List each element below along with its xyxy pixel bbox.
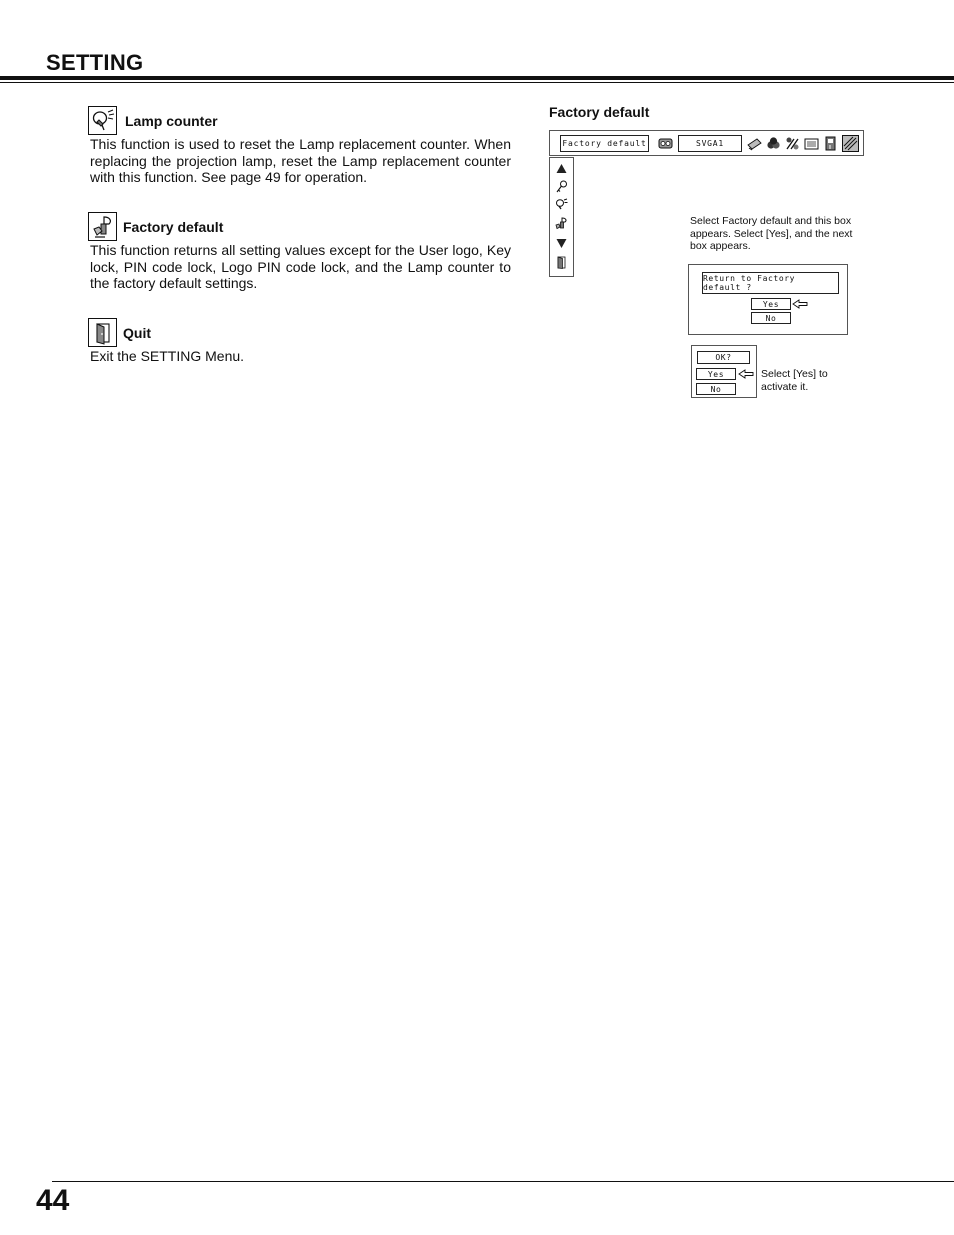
menu-label-factory-default[interactable]: Factory default (560, 135, 649, 152)
quit-title: Quit (123, 324, 151, 341)
lamp-icon (88, 106, 117, 135)
sidebar-quit-icon[interactable] (555, 256, 568, 269)
dialog-question-return: Return to Factory default ? (702, 272, 839, 294)
quit-text: Exit the SETTING Menu. (90, 348, 245, 364)
sidebar-factory-default-icon[interactable] (555, 217, 568, 230)
figure-heading: Factory default (549, 104, 650, 120)
quit-heading (88, 318, 151, 347)
dialog-question-ok: OK? (697, 351, 750, 364)
ok-dialog-no-button[interactable]: No (696, 383, 736, 395)
image-select-icon[interactable] (747, 136, 762, 151)
page-title: SETTING (46, 50, 144, 75)
image-icon[interactable] (785, 136, 800, 151)
lamp-counter-text: This function is used to reset the Lamp replacement counter. When replacing the projection lamp, reset the Lamp replacement counter with this function. See page 49 for operation. (90, 136, 511, 185)
pc-adjust-icon[interactable] (658, 136, 673, 151)
pointer-arrow-icon (738, 369, 754, 379)
ok-dialog-yes-button[interactable]: Yes (696, 368, 736, 380)
lamp-counter-title: Lamp counter (125, 112, 218, 129)
footer-rule (52, 1181, 954, 1182)
menu-mode-svga[interactable]: SVGA1 (678, 135, 742, 152)
key-icon[interactable] (555, 180, 568, 193)
factory-default-title: Factory default (123, 218, 224, 235)
up-arrow-icon[interactable] (555, 162, 568, 175)
confirm-dialog-ok (691, 345, 757, 398)
note-select-yes: Select [Yes] to activate it. (761, 368, 828, 393)
dialog-yes-button[interactable]: Yes (751, 298, 791, 310)
factory-default-icon (88, 212, 117, 241)
factory-default-heading (88, 212, 223, 241)
menu-sidebar (549, 157, 574, 277)
setting-icon[interactable] (842, 135, 859, 152)
down-arrow-icon[interactable] (555, 237, 568, 250)
dialog-no-button[interactable]: No (751, 312, 791, 324)
header-rule-thick (0, 76, 954, 80)
menu-bar (549, 130, 864, 156)
factory-default-text: This function returns all setting values except for the User logo, Key lock, PIN code lock, Logo PIN code lock, and the Lamp counter to the factory default settings. (90, 242, 511, 291)
sidebar-lamp-icon[interactable] (555, 198, 568, 211)
note-select-factory-default: Select Factory default and this box appears. Select [Yes], and the next box appears. (690, 215, 853, 252)
confirm-dialog-return (688, 264, 848, 335)
lamp-counter-heading (88, 106, 218, 135)
color-icon[interactable] (766, 136, 781, 151)
page-number: 44 (36, 1184, 70, 1217)
pointer-arrow-icon (792, 299, 808, 309)
screen-icon[interactable] (804, 136, 819, 151)
header-rule-thin (0, 82, 954, 83)
sound-icon[interactable] (823, 136, 838, 151)
quit-door-icon (88, 318, 117, 347)
